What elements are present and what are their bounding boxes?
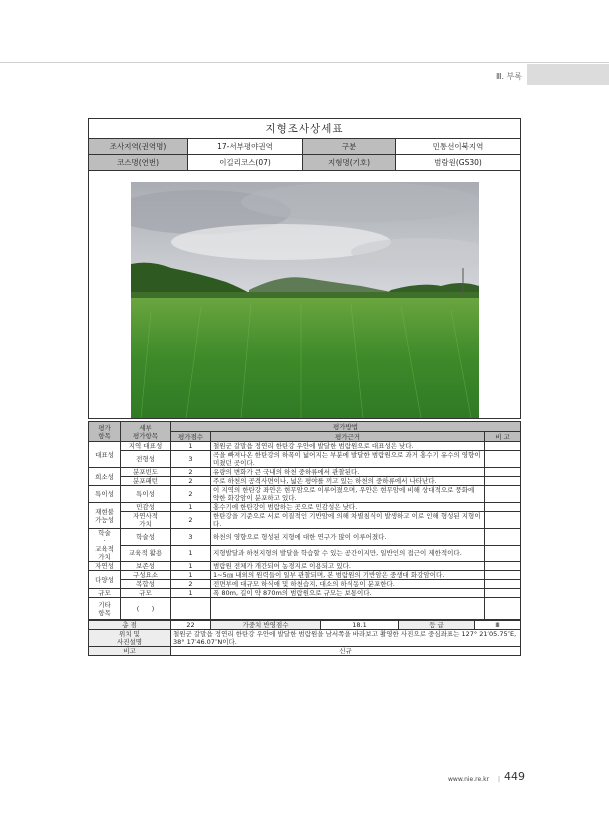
basis: 1~5㎝ 내외의 원력들이 일부 관찰되며, 본 범람원의 기반암은 중생대 화강암이다. (211, 571, 485, 580)
score: 1 (171, 589, 211, 598)
sub-item: 복합성 (121, 580, 171, 589)
remark-value: 신규 (171, 647, 521, 656)
sub-item: 보존성 (121, 562, 171, 571)
sub-item: 특이성 (121, 486, 171, 503)
sub-item: 규모 (121, 589, 171, 598)
score: 1 (171, 571, 211, 580)
basis: 범람원 전체가 개간되어 농경지로 이용되고 있다. (211, 562, 485, 571)
score: 1 (171, 545, 211, 562)
grade-value: Ⅲ (475, 621, 521, 630)
group-label: 다양성 (89, 571, 121, 589)
location-label: 위치 및 사진설명 (89, 630, 171, 647)
group-label: 재현불 가능성 (89, 503, 121, 529)
note (485, 529, 521, 546)
sub-item: 교육적 활용 (121, 545, 171, 562)
grade-label: 등 급 (399, 621, 475, 630)
sub-item: 구성요소 (121, 571, 171, 580)
course-label: 코스명(연번) (89, 155, 188, 171)
score: 1 (171, 562, 211, 571)
survey-area-value: 17-서부평야권역 (188, 139, 303, 155)
remark-label: 비고 (89, 647, 171, 656)
score (171, 598, 211, 620)
note (485, 562, 521, 571)
footer-url: www.nie.re.kr (448, 776, 490, 783)
total-label: 총 점 (89, 621, 171, 630)
summary-table (88, 620, 521, 656)
note (485, 571, 521, 580)
survey-sheet (88, 118, 521, 656)
basis: 한탄강을 기준으로 서로 이질적인 기반암에 의해 차별침식이 발생하고 이로 인해 형성된 지형이다. (211, 512, 485, 529)
sub-item: 분포빈도 (121, 468, 171, 477)
location-text: 철원군 갈말읍 정연리 한탄강 우안에 발달한 범람원을 남서쪽을 바라보고 촬영한 사진으로 중심좌표는 127° 21′05.75″E, 38° 17′46.07″N이다. (171, 630, 521, 647)
group-label: 학술 · 교육적 가치 (89, 529, 121, 562)
score: 3 (171, 529, 211, 546)
header-sub-item: 세부 평가항목 (121, 422, 171, 442)
note (485, 598, 521, 620)
category-value: 민통선이북지역 (396, 139, 521, 155)
score: 2 (171, 486, 211, 503)
landscape-photo (131, 182, 479, 418)
note (485, 580, 521, 589)
header-note: 비 고 (485, 432, 521, 442)
group-label: 대표성 (89, 442, 121, 468)
sub-item: 민감성 (121, 503, 171, 512)
note (485, 545, 521, 562)
note (485, 442, 521, 451)
basis: 철원군 갈말읍 정연리 한탄강 우안에 발달한 범람원으로 대표성은 낮다. (211, 442, 485, 451)
top-rule (0, 62, 609, 63)
note (485, 468, 521, 477)
survey-area-label: 조사지역(권역명) (89, 139, 188, 155)
footer-separator: | (498, 776, 501, 783)
basis: 폭 80m, 길이 약 870m의 범람원으로 규모는 보통이다. (211, 589, 485, 598)
basis: 전면부에 대규모 하식애 및 하천습지, 대소의 하식동이 분포한다. (211, 580, 485, 589)
chapter-tab (527, 64, 609, 85)
group-label: 특이성 (89, 486, 121, 503)
basis: 하천의 영향으로 형성된 지형에 대한 연구가 많이 이루어졌다. (211, 529, 485, 546)
score: 2 (171, 468, 211, 477)
landform-label: 지형명(기호) (303, 155, 396, 171)
note (485, 503, 521, 512)
note (485, 477, 521, 486)
landform-value: 범람원(GS30) (396, 155, 521, 171)
note (485, 451, 521, 468)
basis: 이 지역의 한탄강 좌안은 현무암으로 이루어졌으며, 우안은 현무암에 비해 상대적으로 풍화에 약한 화강암이 분포하고 있다. (211, 486, 485, 503)
total-value: 22 (171, 621, 211, 630)
basis: 유량의 변화가 큰 국내의 하천 중하류에서 관찰된다. (211, 468, 485, 477)
score: 1 (171, 442, 211, 451)
photo-cell (89, 171, 521, 419)
header-item: 평가 항목 (89, 422, 121, 442)
page-number: 449 (504, 770, 525, 783)
note (485, 589, 521, 598)
score: 2 (171, 477, 211, 486)
score: 1 (171, 503, 211, 512)
score: 3 (171, 451, 211, 468)
sub-item: 분포패턴 (121, 477, 171, 486)
sub-item: 지역 대표성 (121, 442, 171, 451)
basis: 지형발달과 하천지형의 발달을 학습할 수 있는 공간이지만, 일반인의 접근이 제한적이다. (211, 545, 485, 562)
sub-item: 학술성 (121, 529, 171, 546)
header-score: 평가점수 (171, 432, 211, 442)
sub-item: 전형성 (121, 451, 171, 468)
category-label: 구분 (303, 139, 396, 155)
score: 2 (171, 512, 211, 529)
group-label: 희소성 (89, 468, 121, 486)
basis: 홍수기에 한탄강이 범람하는 곳으로 민감성은 낮다. (211, 503, 485, 512)
header-basis: 평가근거 (211, 432, 485, 442)
weighted-label: 가중치 반영점수 (211, 621, 321, 630)
course-value: 이길리코스(07) (188, 155, 303, 171)
evaluation-table (88, 421, 521, 620)
note (485, 512, 521, 529)
sheet-title: 지형조사상세표 (89, 119, 521, 139)
group-label: 자연성 (89, 562, 121, 571)
basis: 주로 하천의 공격사면이나, 넓은 평야를 끼고 있는 하천의 중하류에서 나타난다. (211, 477, 485, 486)
weighted-value: 18.1 (321, 621, 399, 630)
group-label: 기타 항목 (89, 598, 121, 620)
header-table (88, 118, 521, 419)
note (485, 486, 521, 503)
header-method: 평가방법 (171, 422, 521, 432)
basis: 곡을 빠져나온 한탄강의 하폭이 넓어지는 부분에 발달한 범람원으로 과거 홍수기 유수의 영향이 미쳤던 곳이다. (211, 451, 485, 468)
group-label: 규모 (89, 589, 121, 598)
sub-item: ( ) (121, 598, 171, 620)
score: 2 (171, 580, 211, 589)
sub-item: 자연사적 가치 (121, 512, 171, 529)
basis (211, 598, 485, 620)
chapter-label: Ⅲ. 부록 (495, 72, 522, 81)
